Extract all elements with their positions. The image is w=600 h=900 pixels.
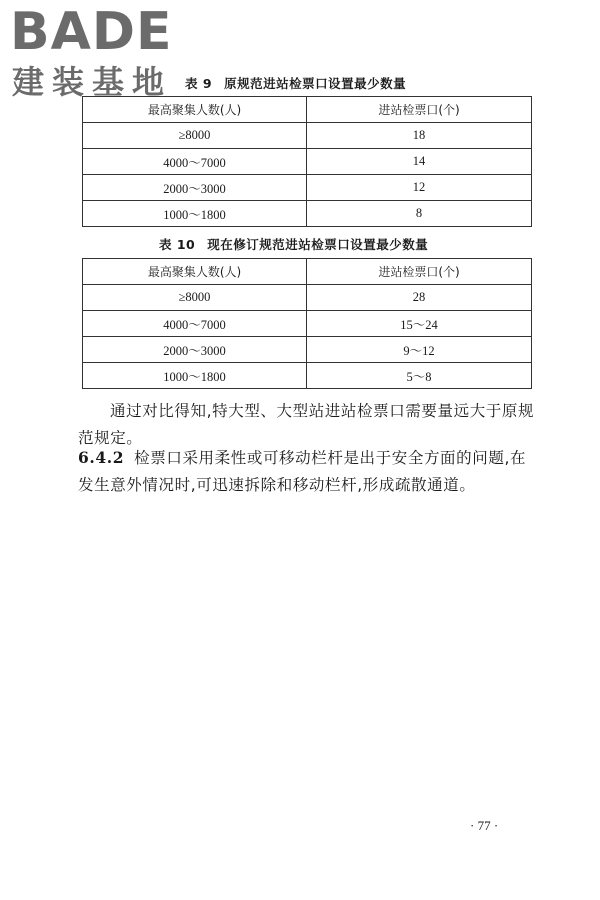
table-9-header-gates: 进站检票口(个) [307, 97, 532, 123]
table-row [83, 285, 532, 311]
table-10 [82, 258, 532, 389]
table-9-cell-crowd: 2000～3000 [83, 175, 307, 201]
watermark-logo-latin: BADE [10, 2, 173, 62]
table-10-cell-crowd: 4000～7000 [83, 311, 307, 337]
table-10-caption-number: 表 10 [159, 237, 196, 252]
watermark-logo [10, 4, 180, 104]
table-9 [82, 96, 532, 227]
section-6-4-2-paragraph [78, 444, 538, 499]
table-10-header-crowd: 最高聚集人数(人) [83, 259, 307, 285]
comparison-paragraph: 通过对比得知,特大型、大型站进站检票口需要量远大于原规范规定。 [78, 402, 535, 447]
table-9-header-crowd: 最高聚集人数(人) [83, 97, 307, 123]
table-9-cell-crowd: 1000～1800 [83, 201, 307, 227]
table-9-cell-crowd: ≥8000 [83, 123, 307, 149]
table-9-caption-title: 原规范进站检票口设置最少数量 [224, 76, 407, 91]
section-text: 检票口采用柔性或可移动栏杆是出于安全方面的问题,在发生意外情况时,可迅速拆除和移动栏杆,形成疏散通道。 [78, 449, 527, 494]
table-10-cell-gates: 15～24 [307, 311, 532, 337]
table-10-header-gates: 进站检票口(个) [307, 259, 532, 285]
table-10-caption [159, 235, 428, 253]
table-10-caption-title: 现在修订规范进站检票口设置最少数量 [207, 237, 429, 252]
table-10-cell-gates: 28 [307, 285, 532, 311]
section-number: 6.4.2 [78, 448, 125, 467]
table-9-caption-number: 表 9 [185, 76, 213, 91]
page-number: · 77 · [470, 818, 499, 833]
table-row [83, 337, 532, 363]
table-row [83, 311, 532, 337]
table-10-cell-crowd: 2000～3000 [83, 337, 307, 363]
table-row [83, 201, 532, 227]
table-row [83, 149, 532, 175]
table-9-cell-gates: 18 [307, 123, 532, 149]
table-10-cell-crowd: ≥8000 [83, 285, 307, 311]
table-10-cell-gates: 9～12 [307, 337, 532, 363]
table-9-cell-crowd: 4000～7000 [83, 149, 307, 175]
table-9-cell-gates: 12 [307, 175, 532, 201]
table-9-cell-gates: 8 [307, 201, 532, 227]
watermark-logo-cjk: 建装基地 [12, 63, 173, 101]
table-9-caption [185, 74, 406, 92]
table-10-cell-crowd: 1000～1800 [83, 363, 307, 389]
table-10-cell-gates: 5～8 [307, 363, 532, 389]
table-row [83, 123, 532, 149]
table-10-header-row [83, 259, 532, 285]
table-row [83, 363, 532, 389]
table-row [83, 175, 532, 201]
table-9-cell-gates: 14 [307, 149, 532, 175]
table-9-header-row [83, 97, 532, 123]
